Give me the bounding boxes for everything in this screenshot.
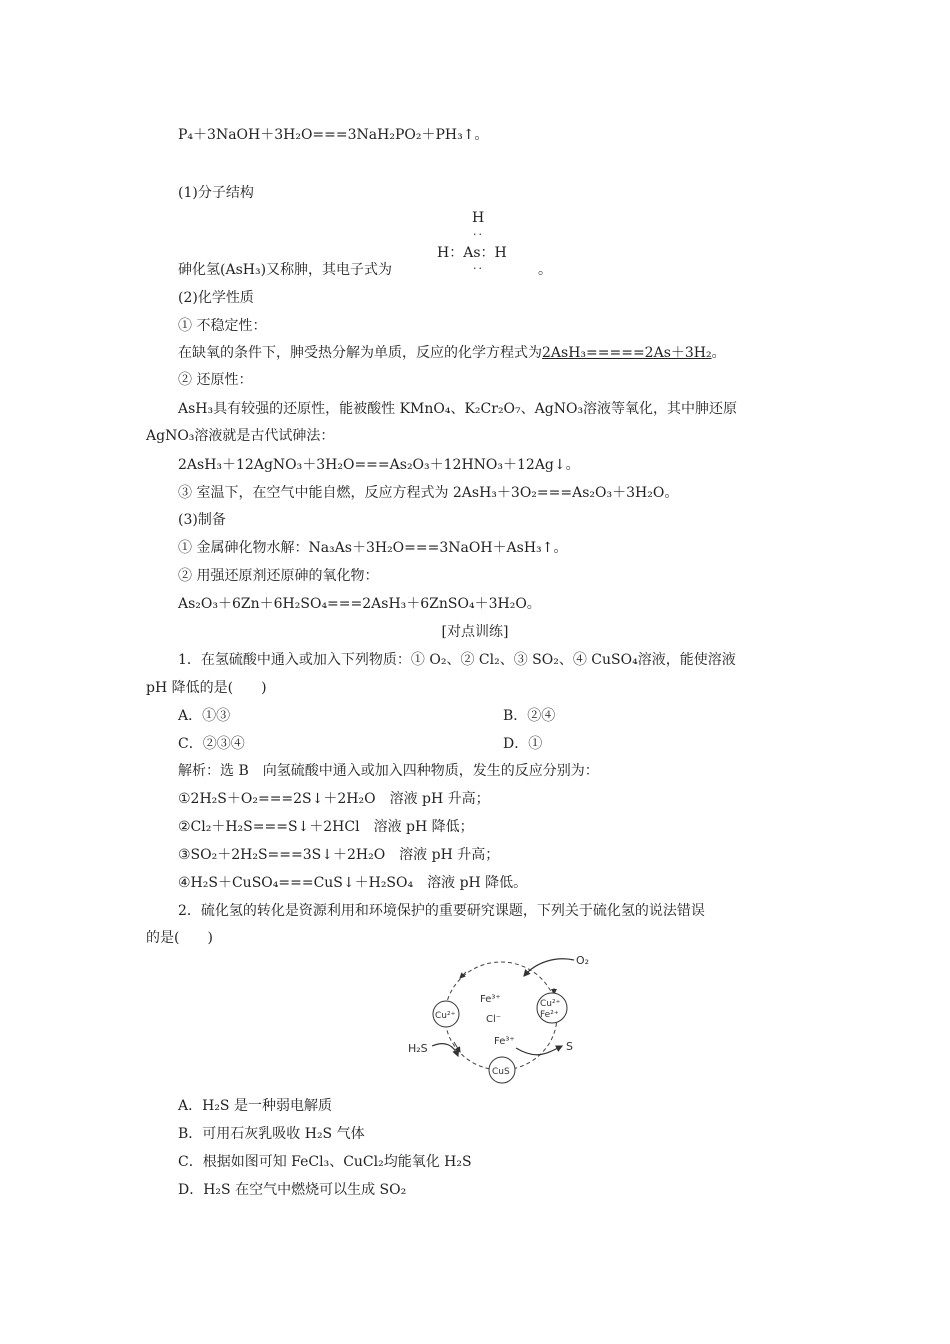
hydrolysis-text: ① 金属砷化物水解：Na₃As＋3H₂O===3NaOH＋AsH₃↑。 xyxy=(178,540,568,556)
top-equation: P₄＋3NaOH＋3H₂O===3NaH₂PO₂＋PH₃↑。 xyxy=(178,127,489,143)
instability-text-after: 。 xyxy=(711,345,726,361)
sulfur-arrow xyxy=(516,1046,562,1055)
q2-option-a: A．H₂S 是一种弱电解质 xyxy=(178,1098,332,1114)
q1-analysis-line: ④H₂S＋CuSO₄===CuS↓＋H₂SO₄ 溶液 pH 降低。 xyxy=(178,875,528,891)
silver-nitrate-equation: 2AsH₃＋12AgNO₃＋3H₂O===As₂O₃＋12HNO₃＋12Ag↓。 xyxy=(178,457,580,473)
reduction-equation: As₂O₃＋6Zn＋6H₂SO₄===2AsH₃＋6ZnSO₄＋3H₂O。 xyxy=(178,596,541,612)
q1-analysis-line: ②Cl₂＋H₂S===S↓＋2HCl 溶液 pH 降低； xyxy=(178,819,474,835)
arsine-intro-text: 砷化氢(AsH₃)又称胂，其电子式为 xyxy=(178,262,393,278)
q1-option-b: B．②④ xyxy=(503,708,556,724)
reduction-title: ② 用强还原剂还原砷的氧化物： xyxy=(178,568,379,584)
fe2-right-label: Fe²⁺ xyxy=(540,1010,559,1020)
electron-formula-dots-top: ·· xyxy=(473,228,484,241)
q2-option-c: C．根据如图可知 FeCl₃、CuCl₂均能氧化 H₂S xyxy=(178,1154,472,1170)
section-heading-structure: (1)分子结构 xyxy=(178,185,254,201)
electron-formula-middle: H：As：H xyxy=(437,245,507,261)
cu2-left-label: Cu²⁺ xyxy=(435,1011,456,1021)
h2s-conversion-diagram xyxy=(396,948,596,1088)
q2-option-d: D．H₂S 在空气中燃烧可以生成 SO₂ xyxy=(178,1182,407,1198)
cu2-right-label: Cu²⁺ xyxy=(540,999,561,1009)
fe3-bottom-label: Fe³⁺ xyxy=(494,1036,515,1047)
sulfur-label: S xyxy=(566,1040,573,1053)
fe3-top-label: Fe³⁺ xyxy=(480,994,501,1005)
q1-analysis-line: ①2H₂S＋O₂===2S↓＋2H₂O 溶液 pH 升高； xyxy=(178,791,490,807)
self-ignition-text: ③ 室温下，在空气中能自燃，反应方程式为 2AsH₃＋3O₂===As₂O₃＋3H₂O。 xyxy=(178,485,679,501)
arsine-intro-end: 。 xyxy=(538,262,552,278)
electron-formula-top-h: H xyxy=(472,210,485,226)
q1-stem-a: 1．在氢硫酸中通入或加入下列物质：① O₂、② Cl₂、③ SO₂、④ CuSO₄溶液，能使溶液 xyxy=(178,652,736,668)
q1-option-d: D．① xyxy=(503,736,543,752)
reducibility-text-a: AsH₃具有较强的还原性，能被酸性 KMnO₄、K₂Cr₂O₇、AgNO₃溶液等氧化，其中胂还原 xyxy=(178,401,738,417)
training-title: [对点训练] xyxy=(441,624,509,640)
decomposition-equation: 2AsH₃=====2As＋3H₂ xyxy=(542,345,712,361)
instability-title: ① 不稳定性： xyxy=(178,318,267,334)
chloride-label: Cl⁻ xyxy=(486,1014,502,1025)
h2s-label: H₂S xyxy=(408,1042,428,1055)
q1-option-a: A．①③ xyxy=(178,708,231,724)
reducibility-title: ② 还原性： xyxy=(178,372,253,388)
instability-text xyxy=(178,343,726,363)
q1-stem-b: pH 降低的是( ) xyxy=(146,680,267,696)
q2-stem-a: 2．硫化氢的转化是资源利用和环境保护的重要研究课题，下列关于硫化氢的说法错误 xyxy=(178,903,705,919)
q1-option-c: C．②③④ xyxy=(178,736,245,752)
section-heading-preparation: (3)制备 xyxy=(178,512,226,528)
cus-label: CuS xyxy=(492,1067,510,1077)
instability-text-before: 在缺氧的条件下，胂受热分解为单质，反应的化学方程式为 xyxy=(178,345,542,361)
o2-label: O₂ xyxy=(576,954,590,967)
electron-formula-dots-bottom: ·· xyxy=(473,262,484,275)
q1-analysis-title: 解析：选 B 向氢硫酸中通入或加入四种物质，发生的反应分别为： xyxy=(178,763,599,779)
q1-analysis-line: ③SO₂＋2H₂S===3S↓＋2H₂O 溶液 pH 升高； xyxy=(178,847,500,863)
o2-arrow xyxy=(524,959,574,976)
reducibility-text-b: AgNO₃溶液就是古代试砷法： xyxy=(146,428,335,444)
q2-option-b: B．可用石灰乳吸收 H₂S 气体 xyxy=(178,1126,365,1142)
section-heading-chemical: (2)化学性质 xyxy=(178,290,254,306)
q2-stem-b: 的是( ) xyxy=(146,930,213,946)
